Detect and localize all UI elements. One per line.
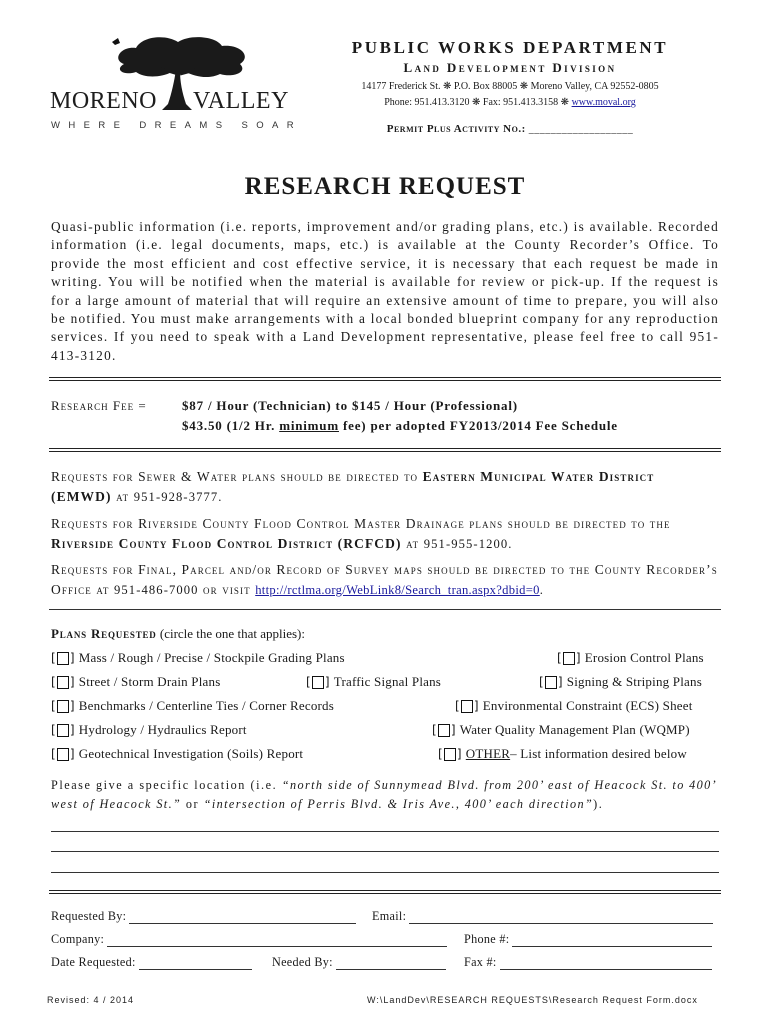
section-divider [49,448,721,452]
emwd-paragraph: Requests for Sewer & Water plans should be directed to Eastern Municipal Water District (EMWD) at 951-928-3777. [51,469,655,504]
location-input-line[interactable] [51,851,719,852]
checkbox-icon[interactable]: [ ] [557,651,581,665]
checkbox-icon[interactable]: [ ] [455,699,479,713]
department-name: PUBLIC WORKS DEPARTMENT [351,38,669,57]
date-requested-input[interactable] [139,958,252,970]
needed-by-input[interactable] [336,958,446,970]
phone-label: Phone #: [464,932,510,946]
permit-label: Permit Plus Activity No.: [386,123,526,135]
revised-date: Revised: 4 / 2014 [47,995,135,1005]
option-other[interactable]: [ ] OTHER – List information desired below [438,746,687,761]
option-traffic-signal[interactable]: [ ] Traffic Signal Plans [306,674,442,689]
email-input[interactable] [409,912,713,924]
website-link[interactable]: www.moval.org [571,97,636,108]
intro-paragraph: Quasi-public information (i.e. reports, improvement and/or grading plans, etc.) is available. Recorded information (i.e. legal documents, maps, etc.) is available at the County Recorder’s Office. To provide the most efficient and cost effective service, it is necessary that each request be made in writing. You will be notified when the material is available for review or pick-up. If the request is for a large amount of material that will require an extensive amount of time to prepare, you will also be notified. You must make arrangements with a local bonded blueprint company for any reproduction services. If you need to speak with a Land Development representative, please feel free to call 951-413-3120. [51,219,719,363]
logo-wordmark: MORENO VALLEY [50,88,289,114]
date-requested-field[interactable] [51,955,252,970]
logo-tagline: WHERE DREAMS SOAR [51,120,303,131]
option-geotechnical[interactable]: [ ] Geotechnical Investigation (Soils) Report [51,746,304,761]
fax-label: Fax #: [464,955,497,969]
requested-by-label: Requested By: [51,909,127,923]
option-street-storm-drain[interactable]: [ ] Street / Storm Drain Plans [51,674,221,689]
requested-by-field[interactable] [51,909,356,924]
permit-number-field[interactable] [300,123,720,135]
department-address: 14177 Frederick St. ❋ P.O. Box 88005 ❋ Moreno Valley, CA 92552-0805 [361,81,659,92]
fee-line-2: $43.50 (1/2 Hr. minimum fee) per adopted FY2013/2014 Fee Schedule [182,418,618,433]
location-instructions: Please give a specific location (i.e. “north side of Sunnymead Blvd. from 200’ east of Heacock St. to 400’ west of Heacock St.” or “intersection of Perris Blvd. & Iris Ave., 400’ each direction”). [51,778,716,811]
location-input-line[interactable] [51,872,719,873]
division-name: Land Development Division [403,60,617,75]
checkbox-icon[interactable]: [ ] [539,675,563,689]
department-phone [300,97,720,108]
needed-by-field[interactable] [272,955,446,970]
checkbox-icon[interactable]: [ ] [51,675,75,689]
moreno-valley-logo [48,34,303,134]
phone-fax-text: Phone: 951.413.3120 ❋ Fax: 951.413.3158 ❋ [384,97,572,108]
section-divider [49,377,721,381]
company-label: Company: [51,932,105,946]
fee-line-1: $87 / Hour (Technician) to $145 / Hour (Professional) [182,398,518,413]
option-hydrology[interactable]: [ ] Hydrology / Hydraulics Report [51,722,247,737]
fax-field[interactable] [464,955,712,970]
file-path: W:\LandDev\RESEARCH REQUESTS\Research Request Form.docx [367,995,698,1005]
page-title: RESEARCH REQUEST [244,173,526,200]
checkbox-icon[interactable]: [ ] [438,747,462,761]
option-mass-grading[interactable]: [ ] Mass / Rough / Precise / Stockpile Grading Plans [51,650,345,665]
checkbox-icon[interactable]: [ ] [432,723,456,737]
research-fee [51,396,719,436]
rcfcd-paragraph: Requests for Riverside County Flood Control Master Drainage plans should be directed to the Riverside County Flood Control District (RCFCD) at 951-955-1200. [51,516,671,551]
fax-input[interactable] [500,958,712,970]
permit-blank[interactable]: ___________________ [525,124,634,135]
email-label: Email: [372,909,407,923]
option-wqmp[interactable]: [ ] Water Quality Management Plan (WQMP) [432,722,690,737]
fee-label: Research Fee = [51,398,147,413]
date-requested-label: Date Requested: [51,955,136,969]
phone-input[interactable] [512,935,712,947]
checkbox-icon[interactable]: [ ] [51,651,75,665]
email-field[interactable] [372,909,713,924]
checkbox-icon[interactable]: [ ] [306,675,330,689]
company-field[interactable] [51,932,447,947]
plans-requested-heading: Plans Requested (circle the one that applies): [51,626,305,641]
checkbox-icon[interactable]: [ ] [51,699,75,713]
option-signing-striping[interactable]: [ ] Signing & Striping Plans [539,674,702,689]
location-input-line[interactable] [51,831,719,832]
checkbox-icon[interactable]: [ ] [51,723,75,737]
option-benchmarks[interactable]: [ ] Benchmarks / Centerline Ties / Corner Records [51,698,335,713]
requested-by-input[interactable] [129,912,356,924]
section-divider [49,609,721,610]
recorder-paragraph: Requests for Final, Parcel and/or Record of Survey maps should be directed to the County Recorder’s Office at 951-486-7000 or visit http://rctlma.org/WebLink8/Search_tran.aspx?dbid=0. [51,562,718,597]
option-environmental-constraint[interactable]: [ ] Environmental Constraint (ECS) Sheet [455,698,693,713]
option-erosion-control[interactable]: [ ] Erosion Control Plans [557,650,704,665]
company-input[interactable] [107,935,447,947]
phone-field[interactable] [464,932,712,947]
checkbox-icon[interactable]: [ ] [51,747,75,761]
recorder-link[interactable]: http://rctlma.org/WebLink8/Search_tran.aspx?dbid=0 [255,583,540,597]
section-divider [49,890,721,894]
needed-by-label: Needed By: [272,955,333,969]
